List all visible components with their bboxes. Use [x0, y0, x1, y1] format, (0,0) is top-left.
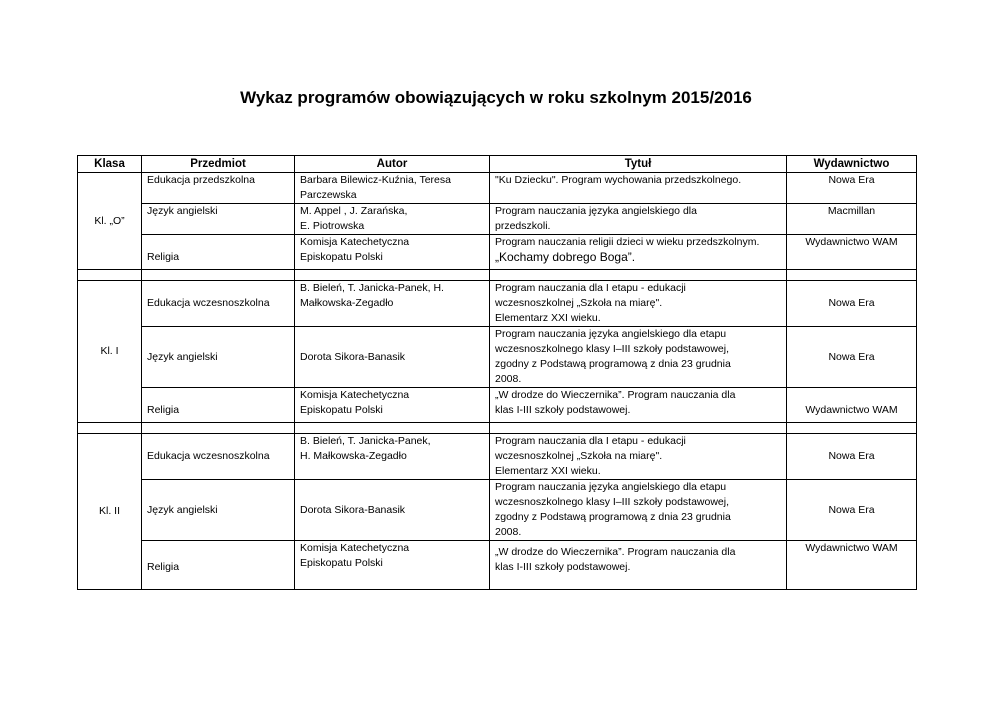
autor-cell: Dorota Sikora-Banasik — [295, 480, 490, 541]
autor-cell: B. Bieleń, T. Janicka-Panek, H. Małkowska-Zegadło — [295, 434, 490, 480]
przedmiot-cell: Edukacja wczesnoszkolna — [142, 434, 295, 480]
header-tytul: Tytuł — [490, 156, 787, 173]
tytul-cell: Program nauczania języka angielskiego dla przedszkoli. — [490, 204, 787, 235]
klasa-cell: Kl. I — [78, 281, 142, 423]
klasa-cell: Kl. II — [78, 434, 142, 590]
header-autor: Autor — [295, 156, 490, 173]
autor-cell: Dorota Sikora-Banasik — [295, 327, 490, 388]
przedmiot-cell: Religia — [142, 235, 295, 270]
separator-row — [78, 423, 917, 434]
table-row — [78, 281, 917, 327]
przedmiot-cell: Religia — [142, 388, 295, 423]
header-przedmiot: Przedmiot — [142, 156, 295, 173]
przedmiot-cell: Edukacja wczesnoszkolna — [142, 281, 295, 327]
autor-cell: Komisja Katechetyczna Episkopatu Polski — [295, 541, 490, 590]
wydawnictwo-cell: Nowa Era — [787, 281, 917, 327]
table-row — [78, 434, 917, 480]
table-row — [78, 480, 917, 541]
wydawnictwo-cell: Nowa Era — [787, 434, 917, 480]
wydawnictwo-cell: Wydawnictwo WAM — [787, 541, 917, 590]
wydawnictwo-cell: Nowa Era — [787, 480, 917, 541]
przedmiot-cell: Język angielski — [142, 204, 295, 235]
klasa-cell: Kl. „O” — [78, 173, 142, 270]
autor-cell: Barbara Bilewicz-Kuźnia, Teresa Parczewska — [295, 173, 490, 204]
tytul-cell: Program nauczania języka angielskiego dla etapu wczesnoszkolnego klasy I–III szkoły podstawowej, zgodny z Podstawą programową z dnia 23 grudnia 2008. — [490, 327, 787, 388]
table-row — [78, 204, 917, 235]
tytul-cell: „W drodze do Wieczernika”. Program nauczania dla klas I-III szkoły podstawowej. — [490, 541, 787, 590]
wydawnictwo-cell: Wydawnictwo WAM — [787, 388, 917, 423]
tytul-cell: Program nauczania dla I etapu - edukacji wczesnoszkolnej „Szkoła na miarę". Elementarz XXI wieku. — [490, 281, 787, 327]
header-wydawnictwo: Wydawnictwo — [787, 156, 917, 173]
autor-cell: B. Bieleń, T. Janicka-Panek, H. Małkowska-Zegadło — [295, 281, 490, 327]
table-row — [78, 235, 917, 270]
wydawnictwo-cell: Wydawnictwo WAM — [787, 235, 917, 270]
autor-cell: Komisja Katechetyczna Episkopatu Polski — [295, 235, 490, 270]
programs-table — [77, 155, 917, 590]
wydawnictwo-cell: Nowa Era — [787, 173, 917, 204]
autor-cell: M. Appel , J. Zarańska, E. Piotrowska — [295, 204, 490, 235]
table-row — [78, 327, 917, 388]
autor-cell: Komisja Katechetyczna Episkopatu Polski — [295, 388, 490, 423]
wydawnictwo-cell: Macmillan — [787, 204, 917, 235]
table-row — [78, 541, 917, 590]
document-title: Wykaz programów obowiązujących w roku szkolnym 2015/2016 — [240, 88, 752, 107]
tytul-cell: "Ku Dziecku". Program wychowania przedszkolnego. — [490, 173, 787, 204]
przedmiot-cell: Religia — [142, 541, 295, 590]
przedmiot-cell: Język angielski — [142, 480, 295, 541]
table-row — [78, 173, 917, 204]
wydawnictwo-cell: Nowa Era — [787, 327, 917, 388]
przedmiot-cell: Język angielski — [142, 327, 295, 388]
tytul-cell: „W drodze do Wieczernika”. Program nauczania dla klas I-III szkoły podstawowej. — [490, 388, 787, 423]
tytul-cell: Program nauczania dla I etapu - edukacji wczesnoszkolnej „Szkoła na miarę". Elementarz XXI wieku. — [490, 434, 787, 480]
tytul-cell: Program nauczania religii dzieci w wieku przedszkolnym. „Kochamy dobrego Boga”. — [490, 235, 787, 270]
tytul-cell: Program nauczania języka angielskiego dla etapu wczesnoszkolnego klasy I–III szkoły podstawowej, zgodny z Podstawą programową z dnia 23 grudnia 2008. — [490, 480, 787, 541]
separator-row — [78, 270, 917, 281]
table-header-row — [78, 156, 917, 173]
header-klasa: Klasa — [78, 156, 142, 173]
przedmiot-cell: Edukacja przedszkolna — [142, 173, 295, 204]
table-row — [78, 388, 917, 423]
